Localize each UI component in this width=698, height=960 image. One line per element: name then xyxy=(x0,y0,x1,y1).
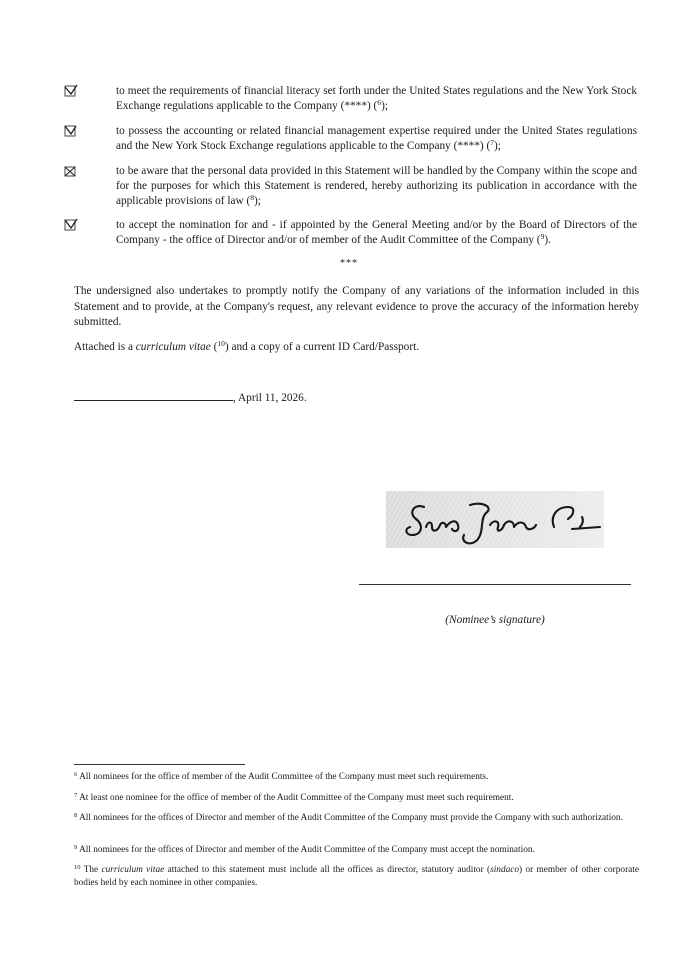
declaration-text: to meet the requirements of financial literacy set forth under the United States regulations and the New York Stock Exchange regulations applicable to the Company (****) ($^6$); xyxy=(116,85,637,112)
footnote-6: $^6$ All nominees for the office of member of the Audit Committee of the Company must meet such requirements. xyxy=(74,771,489,782)
checked-box-icon xyxy=(64,164,78,178)
footnote-ref: 8 xyxy=(250,193,255,202)
footnote-ref: 6 xyxy=(377,98,382,107)
footnote-ref: 7 xyxy=(490,138,495,147)
footnote-ref: 9 xyxy=(540,232,545,241)
signature-caption: (Nominee’s signature) xyxy=(445,614,545,626)
signature-line xyxy=(359,584,631,585)
date-text: , April 11, 2026. xyxy=(233,392,307,404)
undertaking-paragraph: The undersigned also undertakes to promptly notify the Company of any variations of the information included in this Statement and to provide, at the Company's request, any relevant evidence to prove the accuracy of the information hereby submitted. xyxy=(74,285,639,328)
attachment-paragraph: Attached is a curriculum vitae ($^{10}$) and a copy of a current ID Card/Passport. xyxy=(74,339,420,353)
checked-box-icon xyxy=(64,84,78,98)
footnote-ref: 10 xyxy=(217,339,225,348)
footnote-10: $^{10}$ The curriculum vitae attached to this statement must include all the offices as director, statutory auditor (sindaco) or member of other corporate bodies held by each nominee in other companies. xyxy=(74,864,640,888)
footnote-9: $^9$ All nominees for the offices of Director and member of the Audit Committee of the Company must accept the nomination. xyxy=(74,844,535,855)
footnote-separator xyxy=(74,764,245,765)
checked-box-icon xyxy=(64,124,78,138)
place-blank xyxy=(74,390,233,401)
declaration-text: to accept the nomination for and - if appointed by the General Meeting and/or by the Board of Directors of the Company - the office of Director and/or of member of the Audit Committee of the Company ($^9$). xyxy=(116,219,637,246)
handwritten-signature-image xyxy=(386,491,604,548)
declaration-text: to possess the accounting or related financial management expertise required under the United States regulations and the New York Stock Exchange regulations applicable to the Company (****) ($^7$); xyxy=(116,125,637,152)
footnote-8: $^8$ All nominees for the offices of Director and member of the Audit Committee of the Company must provide the Company with such authorization. xyxy=(74,812,623,823)
date-line xyxy=(74,390,307,404)
declaration-text: to be aware that the personal data provided in this Statement will be handled by the Company within the scope and for the purposes for which this Statement is rendered, hereby authorizing its publication in accordance with the applicable provisions of law ($^8$); xyxy=(116,165,637,207)
checked-box-icon xyxy=(64,218,78,232)
footnote-7: $^7$ At least one nominee for the office of member of the Audit Committee of the Company must meet such requirement. xyxy=(74,792,514,803)
section-separator: *** xyxy=(340,258,358,269)
